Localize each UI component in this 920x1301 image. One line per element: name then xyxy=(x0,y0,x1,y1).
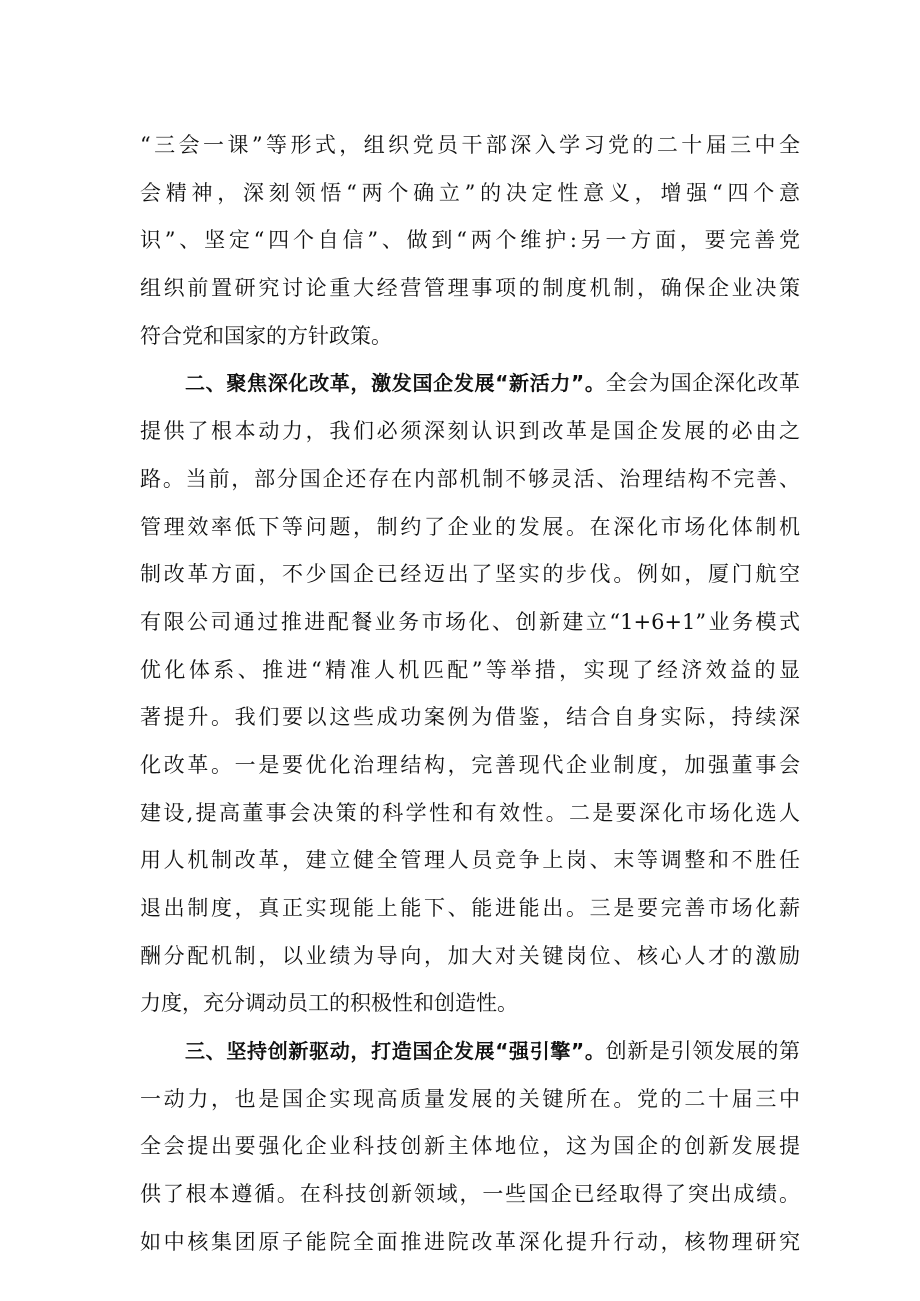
paragraph-first-line xyxy=(140,1028,800,1076)
text-line: 管理效率低下等问题，制约了企业的发展。在深化市场化体制机 xyxy=(140,514,800,539)
text-span: 全会为国企深化改革 xyxy=(605,371,800,396)
text-line: 酬分配机制，以业绩为导向，加大对关键岗位、核心人才的激励 xyxy=(140,943,800,968)
paragraph-first-line xyxy=(140,360,800,408)
document-body xyxy=(140,122,800,1267)
text-line: 组织前置研究讨论重大经营管理事项的制度机制，确保企业决策 xyxy=(140,276,800,301)
text-line: 路。当前，部分国企还存在内部机制不够灵活、治理结构不完善、 xyxy=(140,466,800,491)
text-line: 会精神，深刻领悟“两个确立”的决定性意义，增强“四个意 xyxy=(140,180,800,205)
text-line: 符合党和国家的方针政策。 xyxy=(140,323,392,348)
text-line: 一动力，也是国企实现高质量发展的关键所在。党的二十届三中 xyxy=(140,1086,800,1111)
text-line: 有限公司通过推进配餐业务市场化、创新建立“1+6+1”业务模式 xyxy=(140,609,800,634)
text-line: “三会一课”等形式，组织党员干部深入学习党的二十届三中全 xyxy=(140,133,800,157)
section-heading: 二、聚焦深化改革，激发国企发展“新活力”。 xyxy=(185,371,606,396)
text-line: 提供了根本动力，我们必须深刻认识到改革是国企发展的必由之 xyxy=(140,419,800,444)
text-line: 识”、坚定“四个自信”、做到“两个维护:另一方面，要完善党 xyxy=(140,228,800,253)
text-line: 供了根本遵循。在科技创新领域，一些国企已经取得了突出成绩。 xyxy=(140,1182,800,1207)
text-line: 著提升。我们要以这些成功案例为借鉴，结合自身实际，持续深 xyxy=(140,705,800,730)
text-line: 退出制度，真正实现能上能下、能进能出。三是要完善市场化薪 xyxy=(140,896,800,920)
text-line: 建设,提高董事会决策的科学性和有效性。二是要深化市场化选人 xyxy=(140,800,800,825)
text-line: 全会提出要强化企业科技创新主体地位，这为国企的创新发展提 xyxy=(140,1134,800,1159)
section-heading: 三、坚持创新驱动，打造国企发展“强引擎”。 xyxy=(185,1039,606,1064)
text-line: 优化体系、推进“精准人机匹配”等举措，实现了经济效益的显 xyxy=(140,657,800,682)
text-line: 化改革。一是要优化治理结构，完善现代企业制度，加强董事会 xyxy=(140,752,800,777)
text-line: 用人机制改革，建立健全管理人员竞争上岗、末等调整和不胜任 xyxy=(140,848,800,873)
text-line: 制改革方面，不少国企已经迈出了坚实的步伐。例如，厦门航空 xyxy=(140,562,800,587)
text-span: 创新是引领发展的第 xyxy=(605,1039,800,1064)
text-line: 力度，充分调动员工的积极性和创造性。 xyxy=(140,991,518,1016)
text-line: 如中核集团原子能院全面推进院改革深化提升行动，核物理研究 xyxy=(140,1229,800,1254)
